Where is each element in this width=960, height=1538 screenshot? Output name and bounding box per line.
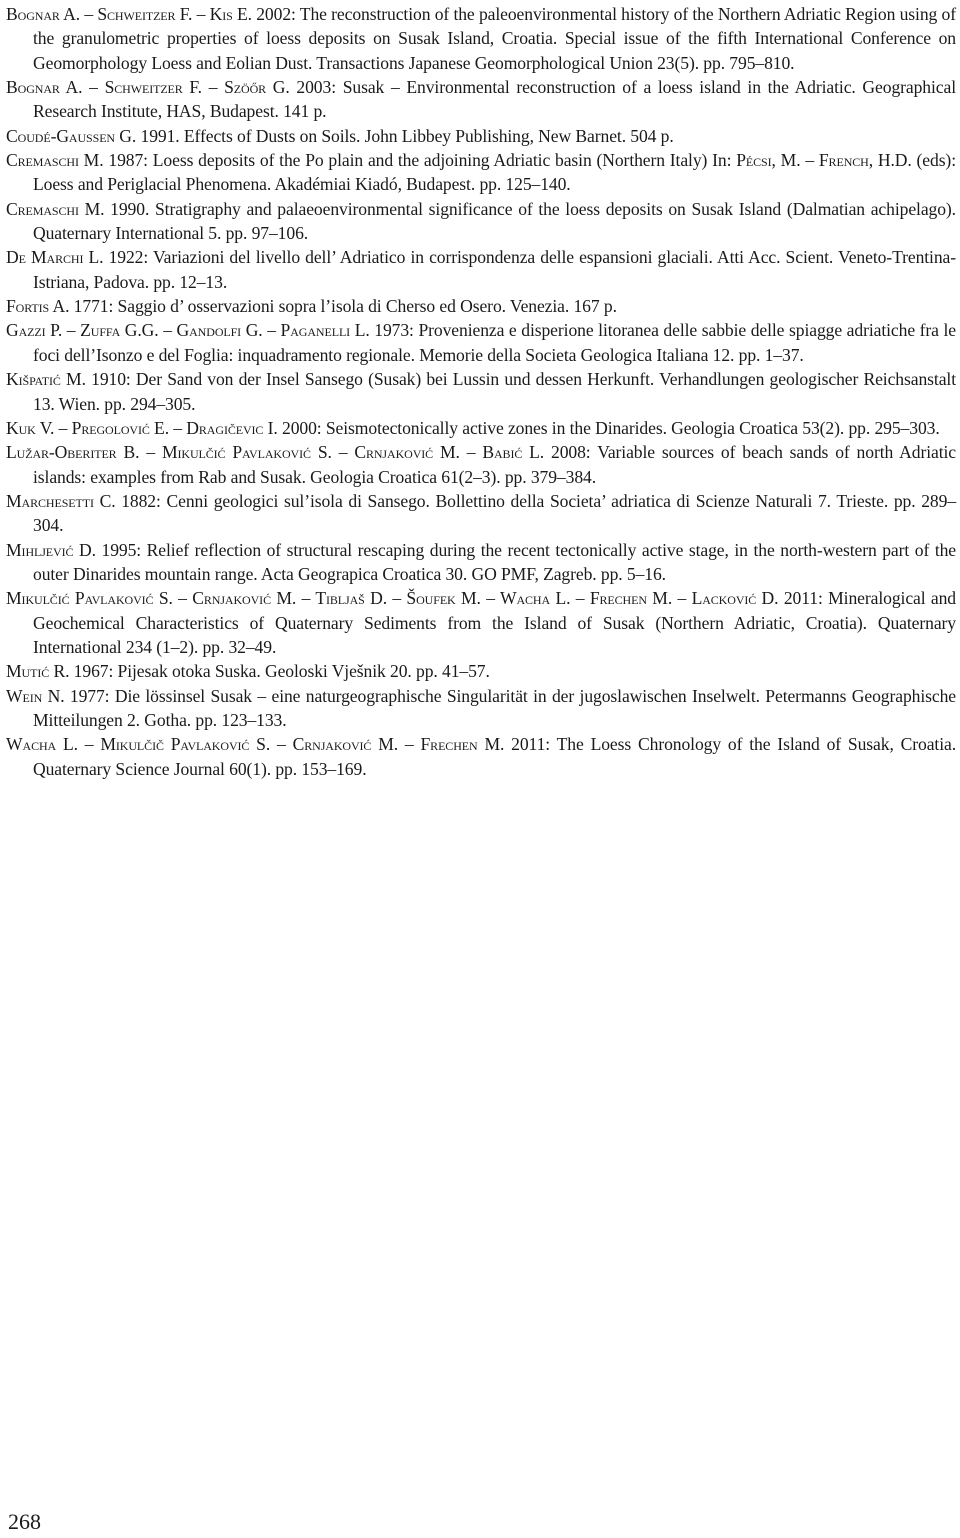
reference-authors: Wacha L. – Mikulčič Pavlaković S. – Crnjaković M. – Frechen M. xyxy=(6,734,505,755)
reference-authors: Coudé-Gaussen G. xyxy=(6,125,137,146)
reference-entry xyxy=(6,416,956,440)
reference-text: 1882: Cenni geologici sul’isola di Sansego. Bollettino della Societa’ adriatica di Scienze Naturali 7. Trieste. pp. 289–304. xyxy=(33,490,957,536)
reference-entry xyxy=(6,586,956,659)
reference-authors: Marchesetti C. xyxy=(6,490,116,511)
reference-entry xyxy=(6,2,956,75)
reference-text-continued: (eds): Loess and Periglacial Phenomena. Akadémiai Kiadó, Budapest. pp. 125–140. xyxy=(33,150,956,195)
reference-authors: Kišpatić M. xyxy=(6,369,86,390)
reference-editors: Pécsi, M. – French, H.D. xyxy=(736,150,912,171)
reference-entry xyxy=(6,367,956,416)
reference-text: 1977: Die lössinsel Susak – eine naturgeographische Singularität in der jugoslawischen Inselwelt. Petermanns Geographische Mitteilungen 2. Gotha. pp. 123–133. xyxy=(33,685,956,730)
reference-text: 1991. Effects of Dusts on Soils. John Libbey Publishing, New Barnet. 504 p. xyxy=(136,125,674,146)
reference-entry xyxy=(6,245,956,294)
reference-authors: De Marchi L. xyxy=(6,247,104,268)
reference-text: 1771: Saggio d’ osservazioni sopra l’isola di Cherso ed Osero. Venezia. 167 p. xyxy=(69,296,617,317)
reference-text: 1987: Loess deposits of the Po plain and the adjoining Adriatic basin (Northern Italy) In: xyxy=(103,150,737,171)
reference-entry xyxy=(6,538,956,587)
reference-text: 2000: Seismotectonically active zones in the Dinarides. Geologia Croatica 53(2). pp. 295–303. xyxy=(277,417,940,438)
reference-text: 2008: Variable sources of beach sands of north Adriatic islands: examples from Rab and Susak. Geologia Croatica 61(2–3). pp. 379–384. xyxy=(33,442,956,487)
reference-text: 1973: Provenienza e disperione litoranea delle sabbie delle spiagge adriatiche fra le foci dell’Isonzo e del Foglia: inquadramento regionale. Memorie della Societa Geologica Italiana 12. pp. 1–37. xyxy=(33,320,956,365)
reference-text: 1995: Relief reflection of structural rescaping during the recent tectonically active stage, in the north-western part of the outer Dinarides mountain range. Acta Geograpica Croatica 30. GO PMF, Zagreb. pp. 5–16. xyxy=(33,539,957,584)
reference-text: 1922: Variazioni del livello dell’ Adriatico in corrispondenza delle espansioni glaciali. Atti Acc. Scient. Veneto-Trentina-Istriana, Padova. pp. 12–13. xyxy=(33,247,957,292)
reference-text: 2011: Mineralogical and Geochemical Characteristics of Quaternary Sediments from the Island of Susak (Northern Adriatic, Croatia). Quaternary International 234 (1–2). pp. 32–49. xyxy=(33,588,956,657)
reference-text: 1910: Der Sand von der Insel Sansego (Susak) bei Lussin und dessen Herkunft. Verhandlungen geologischer Reichsanstalt 13. Wien. pp. 294–305. xyxy=(33,369,956,414)
reference-authors: Mihljević D. xyxy=(6,539,96,560)
reference-authors: Wein N. xyxy=(6,685,65,706)
reference-authors: Bognar A. – Schweitzer F. – Kis E. xyxy=(6,4,252,24)
reference-authors: Lužar-Oberiter B. – Mikulčić Pavlaković S. – Crnjaković M. – Babić L. xyxy=(6,442,545,463)
reference-entry xyxy=(6,318,956,367)
reference-authors: Cremaschi M. xyxy=(6,150,104,171)
reference-authors: Mutić R. xyxy=(6,661,70,682)
page-number: 268 xyxy=(8,1509,41,1534)
reference-authors: Gazzi P. – Zuffa G.G. – Gandolfi G. – Paganelli L. xyxy=(6,320,370,341)
reference-entry xyxy=(6,732,956,781)
reference-entry xyxy=(6,659,956,683)
reference-text: 2002: The reconstruction of the paleoenvironmental history of the Northern Adriatic Region using of the granulometric properties of loess deposits on Susak Island, Croatia. Special issue of the fifth International Conference on Geomorphology Loess and Eolian Dust. Transactions Japanese Geomorphological Union 23(5). pp. 795–810. xyxy=(33,4,956,73)
reference-entry xyxy=(6,75,956,124)
reference-text: 2011: The Loess Chronology of the Island of Susak, Croatia. Quaternary Science Journal 60(1). pp. 153–169. xyxy=(33,734,956,779)
reference-text: 1990. Stratigraphy and palaeoenvironmental significance of the loess deposits on Susak Island (Dalmatian achipelago). Quaternary International 5. pp. 97–106. xyxy=(33,198,956,244)
reference-authors: Cremaschi M. xyxy=(6,198,105,219)
reference-entry xyxy=(6,148,956,197)
reference-entry xyxy=(6,197,956,246)
reference-authors: Kuk V. – Pregolović E. – Dragičevic I. xyxy=(6,417,278,438)
reference-entry xyxy=(6,440,956,489)
reference-list xyxy=(6,0,956,781)
reference-authors: Mikulčić Pavlaković S. – Crnjaković M. – Tibljaš D. – Šoufek M. – Wacha L. – Frechen M. – Lacković D. xyxy=(6,588,779,609)
reference-entry xyxy=(6,684,956,733)
reference-text: 1967: Pijesak otoka Suska. Geoloski Vješnik 20. pp. 41–57. xyxy=(69,661,490,682)
reference-authors: Bognar A. – Schweitzer F. – Szöőr G. xyxy=(6,77,290,98)
reference-entry xyxy=(6,124,956,148)
reference-text: 2003: Susak – Environmental reconstruction of a loess island in the Adriatic. Geographical Research Institute, HAS, Budapest. 141 p. xyxy=(33,77,956,122)
reference-authors: Fortis A. xyxy=(6,296,70,317)
reference-entry xyxy=(6,489,956,538)
reference-entry xyxy=(6,294,956,318)
